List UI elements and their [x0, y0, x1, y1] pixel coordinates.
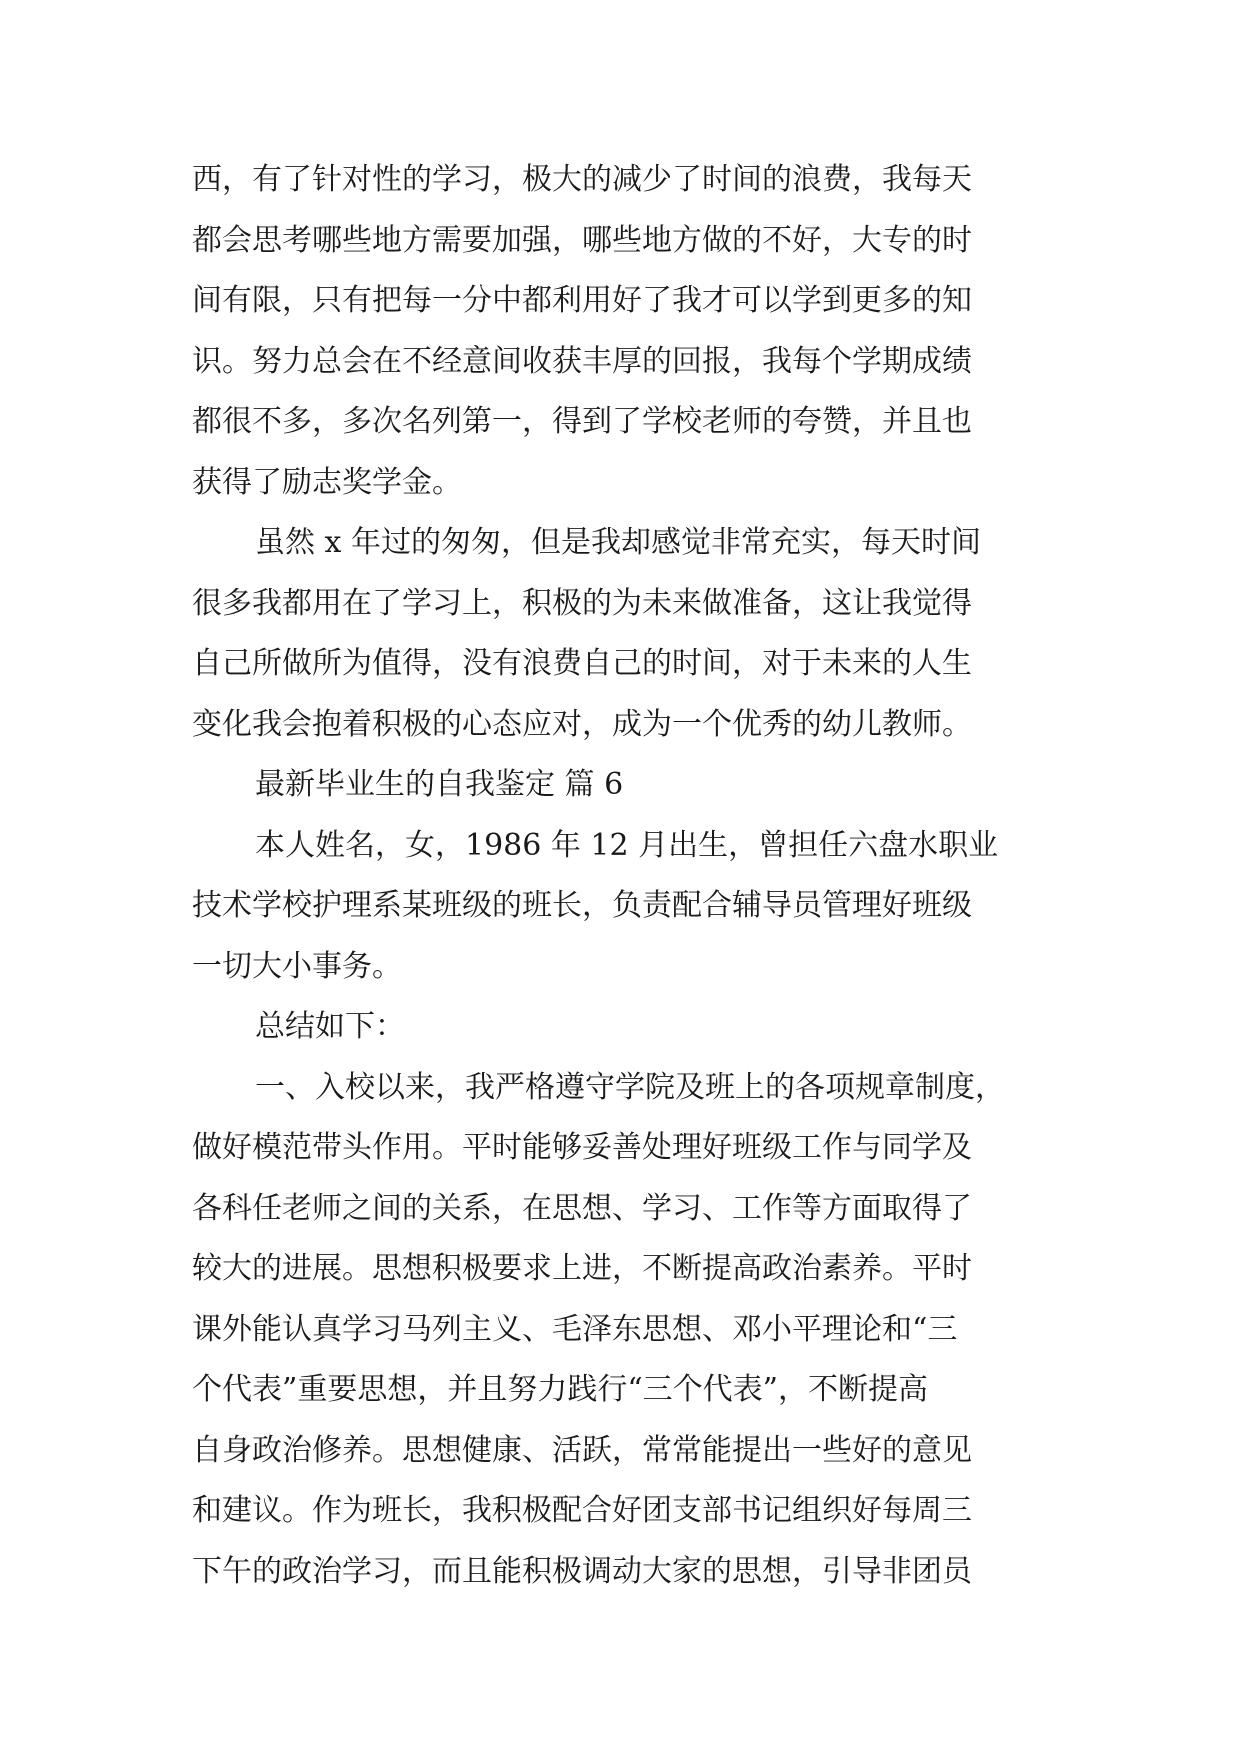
text-line: 和建议。作为班长，我积极配合好团支部书记组织好每周三 [192, 1493, 972, 1528]
text-line: 下午的政治学习，而且能积极调动大家的思想，引导非团员 [192, 1553, 972, 1589]
paragraph-start-line: 总结如下： [255, 1009, 405, 1044]
text-line: 获得了励志奖学金。 [192, 464, 462, 500]
text-line: 各科任老师之间的关系，在思想、学习、工作等方面取得了 [192, 1190, 972, 1226]
text-line: 很多我都用在了学习上，积极的为未来做准备，这让我觉得 [192, 585, 972, 621]
text-line: 自己所做所为值得，没有浪费自己的时间，对于未来的人生 [192, 646, 972, 681]
paragraph-start-line: 虽然 x 年过的匆匆，但是我却感觉非常充实，每天时间 [255, 525, 981, 560]
text-line: 较大的进展。思想积极要求上进，不断提高政治素养。平时 [192, 1251, 972, 1286]
paragraph-start-line: 本人姓名，女，1986 年 12 月出生，曾担任六盘水职业 [255, 827, 999, 863]
text-line: 都会思考哪些地方需要加强，哪些地方做的不好，大专的时 [192, 222, 972, 258]
section-heading: 最新毕业生的自我鉴定 篇 6 [255, 767, 624, 802]
document-body [192, 150, 1052, 1602]
text-line: 课外能认真学习马列主义、毛泽东思想、邓小平理论和“三 [192, 1311, 958, 1347]
text-line: 个代表”重要思想，并且努力践行“三个代表”，不断提高 [192, 1372, 929, 1407]
paragraph-start-line: 一、入校以来，我严格遵守学院及班上的各项规章制度， [255, 1069, 1005, 1105]
text-line: 都很不多，多次名列第一，得到了学校老师的夸赞，并且也 [192, 404, 972, 439]
text-line: 西，有了针对性的学习，极大的减少了时间的浪费，我每天 [192, 162, 972, 197]
text-line: 技术学校护理系某班级的班长，负责配合辅导员管理好班级 [192, 888, 972, 923]
text-line: 间有限，只有把每一分中都利用好了我才可以学到更多的知 [192, 283, 972, 318]
text-line: 做好模范带头作用。平时能够妥善处理好班级工作与同学及 [192, 1130, 972, 1165]
text-line: 识。努力总会在不经意间收获丰厚的回报，我每个学期成绩 [192, 343, 972, 379]
text-line: 自身政治修养。思想健康、活跃，常常能提出一些好的意见 [192, 1432, 972, 1468]
text-line: 一切大小事务。 [192, 948, 402, 984]
text-line: 变化我会抱着积极的心态应对，成为一个优秀的幼儿教师。 [192, 706, 972, 742]
